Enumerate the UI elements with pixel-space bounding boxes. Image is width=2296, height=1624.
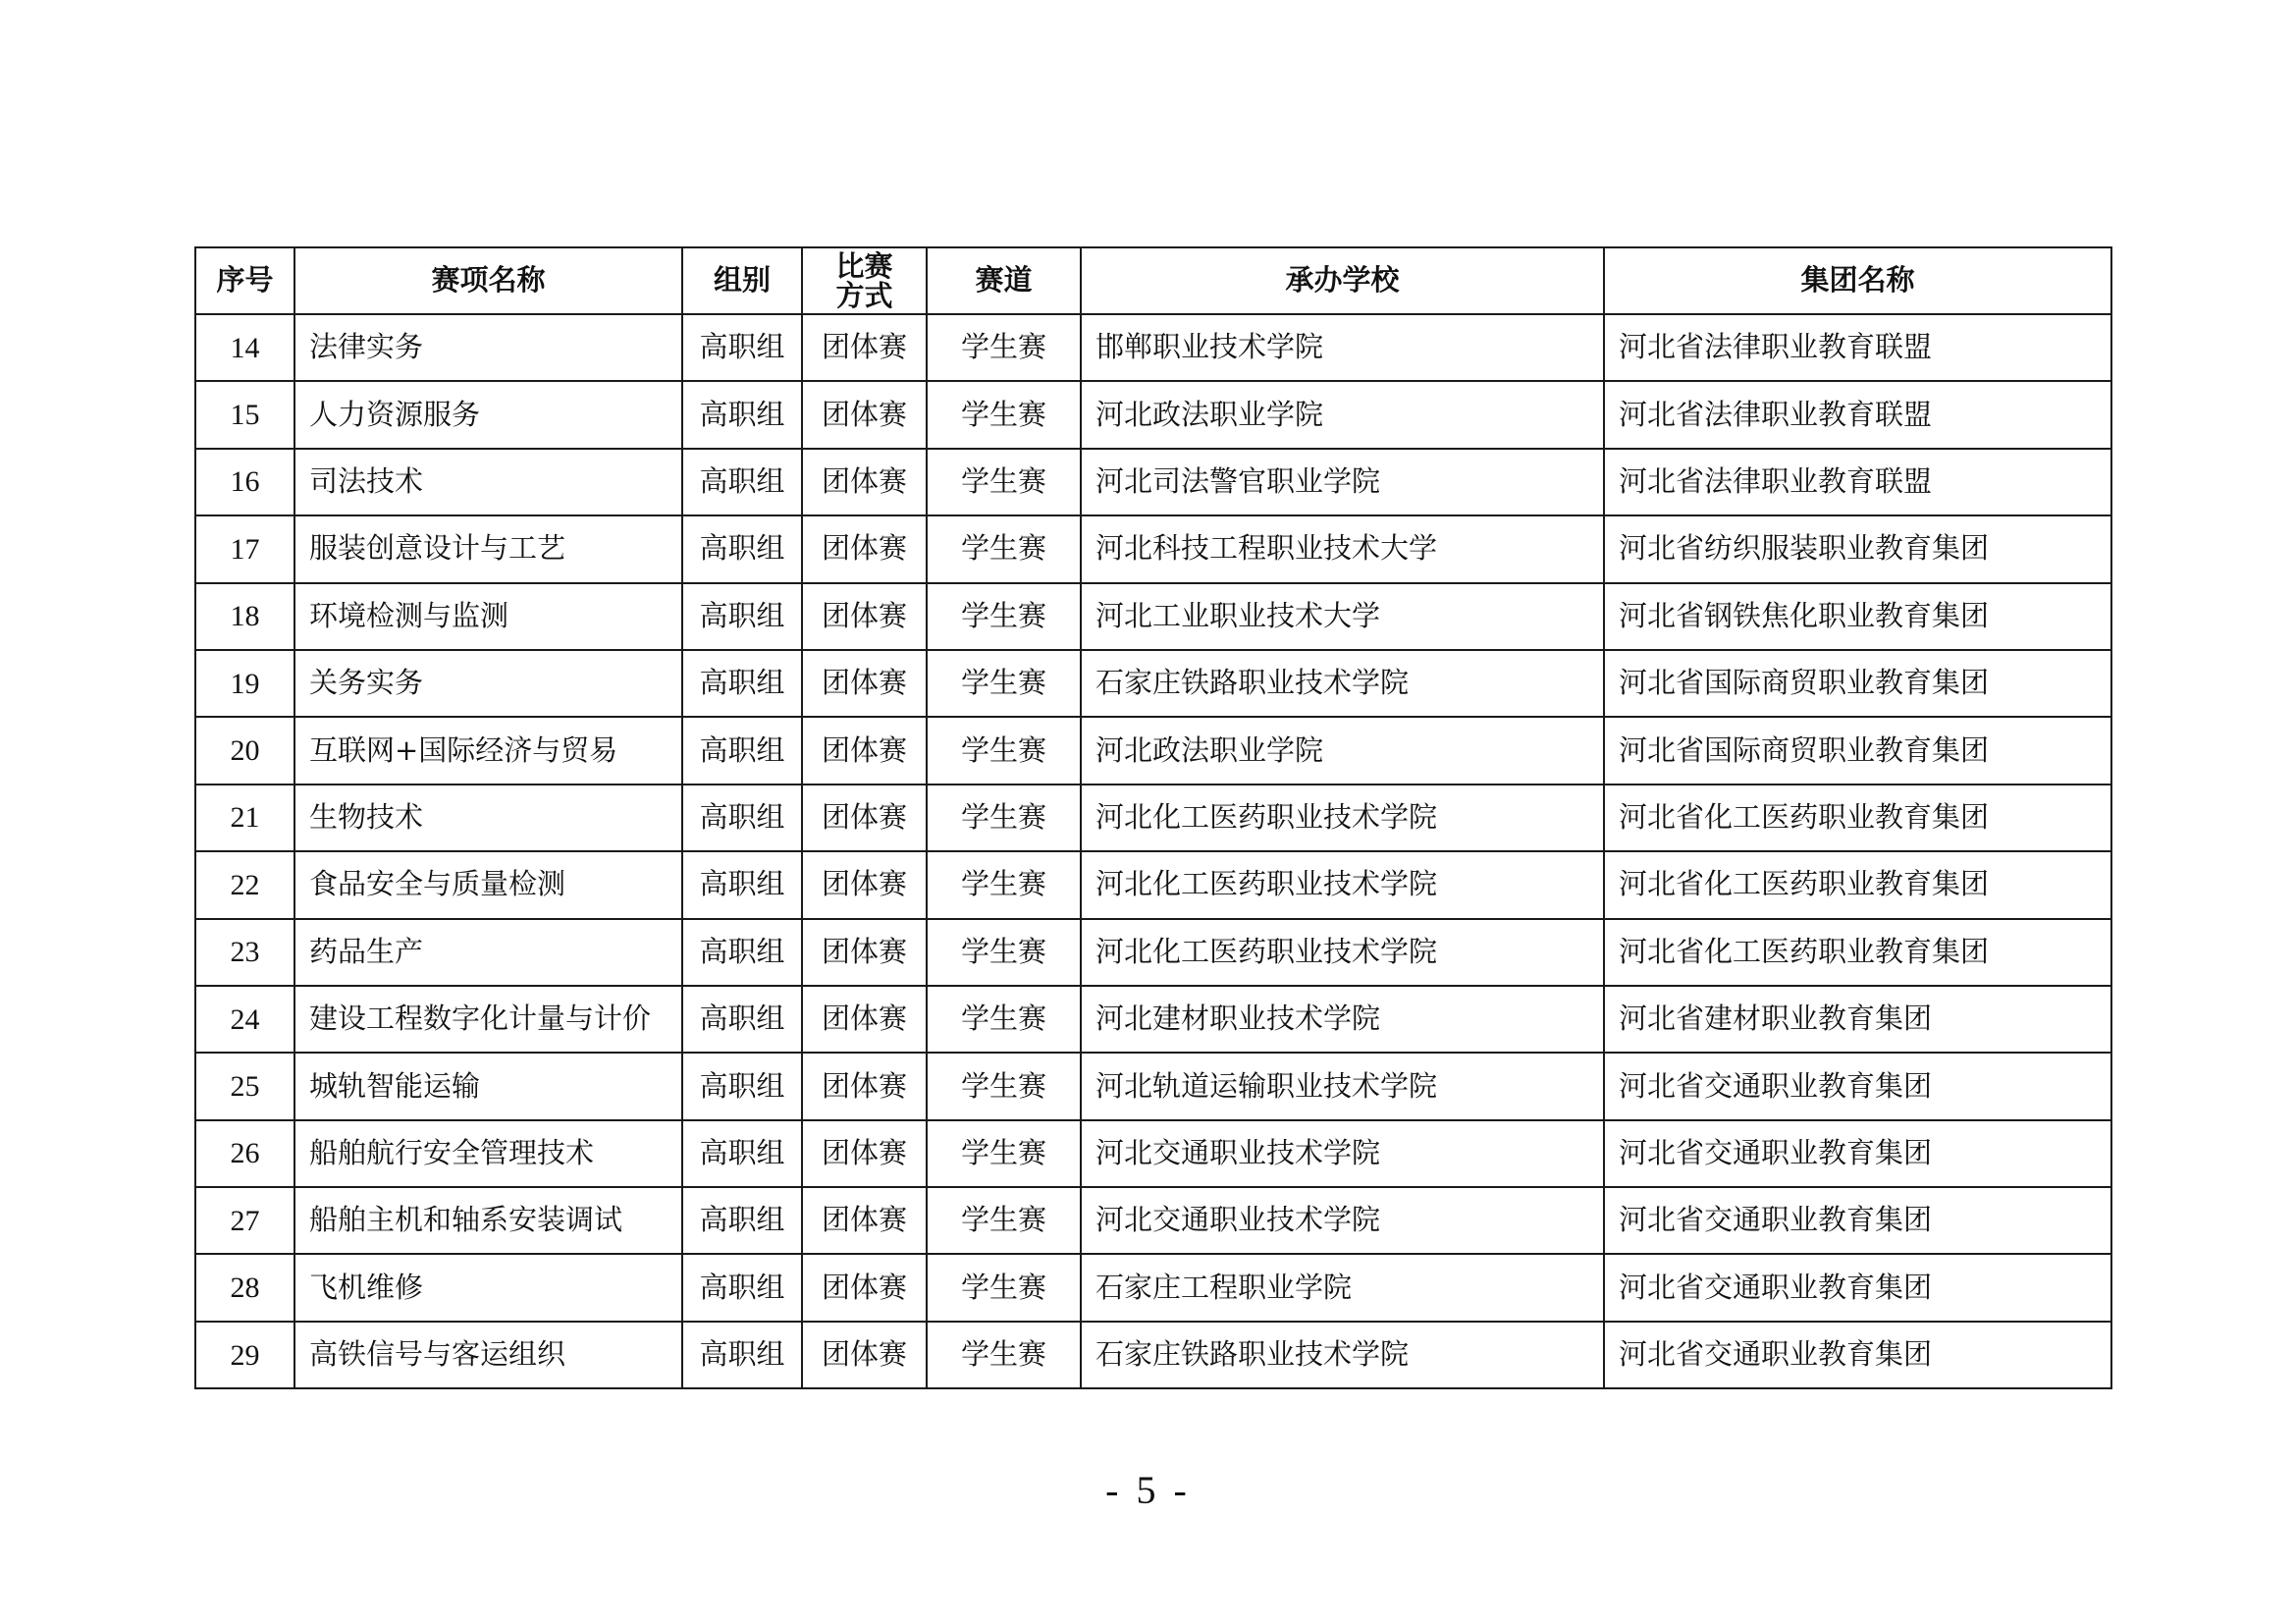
cell-alliance: 河北省化工医药职业教育集团 [1604, 919, 2111, 986]
header-method [802, 247, 927, 314]
cell-track: 学生赛 [927, 851, 1081, 918]
cell-method: 团体赛 [802, 1187, 927, 1254]
cell-track: 学生赛 [927, 449, 1081, 515]
cell-seq: 21 [195, 785, 294, 851]
table-row [195, 1322, 2111, 1388]
table-row [195, 650, 2111, 717]
table-row [195, 314, 2111, 381]
table-row [195, 919, 2111, 986]
cell-group: 高职组 [682, 583, 802, 650]
cell-seq: 26 [195, 1120, 294, 1187]
cell-host-school: 河北政法职业学院 [1081, 717, 1604, 784]
header-method-line2: 方式 [835, 279, 893, 312]
cell-method: 团体赛 [802, 314, 927, 381]
cell-track: 学生赛 [927, 1187, 1081, 1254]
cell-seq: 24 [195, 986, 294, 1053]
cell-host-school: 河北化工医药职业技术学院 [1081, 919, 1604, 986]
cell-track: 学生赛 [927, 717, 1081, 784]
cell-alliance: 河北省建材职业教育集团 [1604, 986, 2111, 1053]
cell-method: 团体赛 [802, 449, 927, 515]
header-host-school: 承办学校 [1081, 247, 1604, 314]
cell-alliance: 河北省国际商贸职业教育集团 [1604, 717, 2111, 784]
cell-seq: 25 [195, 1053, 294, 1119]
cell-host-school: 邯郸职业技术学院 [1081, 314, 1604, 381]
cell-seq: 23 [195, 919, 294, 986]
cell-event-name: 司法技术 [294, 449, 682, 515]
cell-method: 团体赛 [802, 583, 927, 650]
cell-track: 学生赛 [927, 650, 1081, 717]
table-row [195, 449, 2111, 515]
cell-seq: 19 [195, 650, 294, 717]
cell-group: 高职组 [682, 717, 802, 784]
cell-alliance: 河北省国际商贸职业教育集团 [1604, 650, 2111, 717]
cell-group: 高职组 [682, 785, 802, 851]
table-row [195, 1120, 2111, 1187]
cell-group: 高职组 [682, 449, 802, 515]
cell-host-school: 河北建材职业技术学院 [1081, 986, 1604, 1053]
cell-seq: 27 [195, 1187, 294, 1254]
cell-method: 团体赛 [802, 381, 927, 448]
cell-event-name: 法律实务 [294, 314, 682, 381]
cell-host-school: 河北轨道运输职业技术学院 [1081, 1053, 1604, 1119]
table-row [195, 583, 2111, 650]
cell-event-name: 城轨智能运输 [294, 1053, 682, 1119]
cell-track: 学生赛 [927, 515, 1081, 582]
table-row [195, 986, 2111, 1053]
cell-seq: 18 [195, 583, 294, 650]
page-number: - 5 - [1105, 1468, 1191, 1512]
cell-group: 高职组 [682, 1187, 802, 1254]
cell-event-name: 高铁信号与客运组织 [294, 1322, 682, 1388]
table-row [195, 381, 2111, 448]
cell-event-name: 生物技术 [294, 785, 682, 851]
cell-method: 团体赛 [802, 785, 927, 851]
cell-track: 学生赛 [927, 919, 1081, 986]
cell-seq: 17 [195, 515, 294, 582]
cell-method: 团体赛 [802, 919, 927, 986]
cell-alliance: 河北省交通职业教育集团 [1604, 1187, 2111, 1254]
cell-host-school: 石家庄铁路职业技术学院 [1081, 1322, 1604, 1388]
cell-group: 高职组 [682, 851, 802, 918]
cell-method: 团体赛 [802, 1254, 927, 1321]
cell-alliance: 河北省化工医药职业教育集团 [1604, 785, 2111, 851]
header-group: 组别 [682, 247, 802, 314]
cell-event-name: 环境检测与监测 [294, 583, 682, 650]
cell-event-name: 建设工程数字化计量与计价 [294, 986, 682, 1053]
header-seq: 序号 [195, 247, 294, 314]
cell-method: 团体赛 [802, 650, 927, 717]
cell-track: 学生赛 [927, 1322, 1081, 1388]
cell-host-school: 河北科技工程职业技术大学 [1081, 515, 1604, 582]
cell-host-school: 石家庄铁路职业技术学院 [1081, 650, 1604, 717]
cell-track: 学生赛 [927, 986, 1081, 1053]
header-alliance: 集团名称 [1604, 247, 2111, 314]
header-event-name: 赛项名称 [294, 247, 682, 314]
cell-track: 学生赛 [927, 1120, 1081, 1187]
cell-event-name: 飞机维修 [294, 1254, 682, 1321]
cell-event-name: 船舶航行安全管理技术 [294, 1120, 682, 1187]
cell-event-name: 药品生产 [294, 919, 682, 986]
cell-method: 团体赛 [802, 851, 927, 918]
cell-seq: 20 [195, 717, 294, 784]
table-row [195, 717, 2111, 784]
cell-seq: 29 [195, 1322, 294, 1388]
cell-track: 学生赛 [927, 1053, 1081, 1119]
table-row [195, 515, 2111, 582]
cell-group: 高职组 [682, 986, 802, 1053]
cell-event-name: 关务实务 [294, 650, 682, 717]
cell-track: 学生赛 [927, 381, 1081, 448]
table-row [195, 1187, 2111, 1254]
cell-seq: 28 [195, 1254, 294, 1321]
cell-alliance: 河北省钢铁焦化职业教育集团 [1604, 583, 2111, 650]
cell-method: 团体赛 [802, 1053, 927, 1119]
cell-group: 高职组 [682, 1254, 802, 1321]
cell-group: 高职组 [682, 1322, 802, 1388]
cell-track: 学生赛 [927, 583, 1081, 650]
cell-group: 高职组 [682, 381, 802, 448]
cell-host-school: 河北化工医药职业技术学院 [1081, 785, 1604, 851]
table-row [195, 851, 2111, 918]
cell-host-school: 河北交通职业技术学院 [1081, 1120, 1604, 1187]
cell-host-school: 河北司法警官职业学院 [1081, 449, 1604, 515]
cell-seq: 22 [195, 851, 294, 918]
cell-alliance: 河北省交通职业教育集团 [1604, 1053, 2111, 1119]
cell-event-name: 服装创意设计与工艺 [294, 515, 682, 582]
cell-method: 团体赛 [802, 717, 927, 784]
table-row [195, 1053, 2111, 1119]
cell-host-school: 河北交通职业技术学院 [1081, 1187, 1604, 1254]
cell-event-name: 食品安全与质量检测 [294, 851, 682, 918]
cell-method: 团体赛 [802, 1120, 927, 1187]
cell-group: 高职组 [682, 515, 802, 582]
cell-track: 学生赛 [927, 314, 1081, 381]
cell-alliance: 河北省化工医药职业教育集团 [1604, 851, 2111, 918]
table-header-row [195, 247, 2111, 314]
cell-host-school: 石家庄工程职业学院 [1081, 1254, 1604, 1321]
cell-alliance: 河北省交通职业教育集团 [1604, 1120, 2111, 1187]
cell-event-name: 船舶主机和轴系安装调试 [294, 1187, 682, 1254]
cell-group: 高职组 [682, 1120, 802, 1187]
cell-track: 学生赛 [927, 1254, 1081, 1321]
header-track: 赛道 [927, 247, 1081, 314]
cell-alliance: 河北省交通职业教育集团 [1604, 1322, 2111, 1388]
cell-alliance: 河北省交通职业教育集团 [1604, 1254, 2111, 1321]
cell-event-name: 人力资源服务 [294, 381, 682, 448]
cell-alliance: 河北省法律职业教育联盟 [1604, 449, 2111, 515]
cell-alliance: 河北省法律职业教育联盟 [1604, 381, 2111, 448]
cell-group: 高职组 [682, 919, 802, 986]
table-row [195, 1254, 2111, 1321]
cell-host-school: 河北工业职业技术大学 [1081, 583, 1604, 650]
cell-group: 高职组 [682, 1053, 802, 1119]
cell-method: 团体赛 [802, 986, 927, 1053]
cell-seq: 16 [195, 449, 294, 515]
cell-group: 高职组 [682, 650, 802, 717]
cell-track: 学生赛 [927, 785, 1081, 851]
cell-alliance: 河北省法律职业教育联盟 [1604, 314, 2111, 381]
cell-alliance: 河北省纺织服装职业教育集团 [1604, 515, 2111, 582]
cell-method: 团体赛 [802, 1322, 927, 1388]
cell-seq: 14 [195, 314, 294, 381]
cell-seq: 15 [195, 381, 294, 448]
table-body [195, 314, 2111, 1388]
competition-table [194, 246, 2112, 1389]
cell-group: 高职组 [682, 314, 802, 381]
cell-event-name: 互联网+国际经济与贸易 [294, 717, 682, 784]
cell-method: 团体赛 [802, 515, 927, 582]
cell-host-school: 河北政法职业学院 [1081, 381, 1604, 448]
table-row [195, 785, 2111, 851]
header-method-line1: 比赛 [835, 248, 893, 283]
cell-host-school: 河北化工医药职业技术学院 [1081, 851, 1604, 918]
